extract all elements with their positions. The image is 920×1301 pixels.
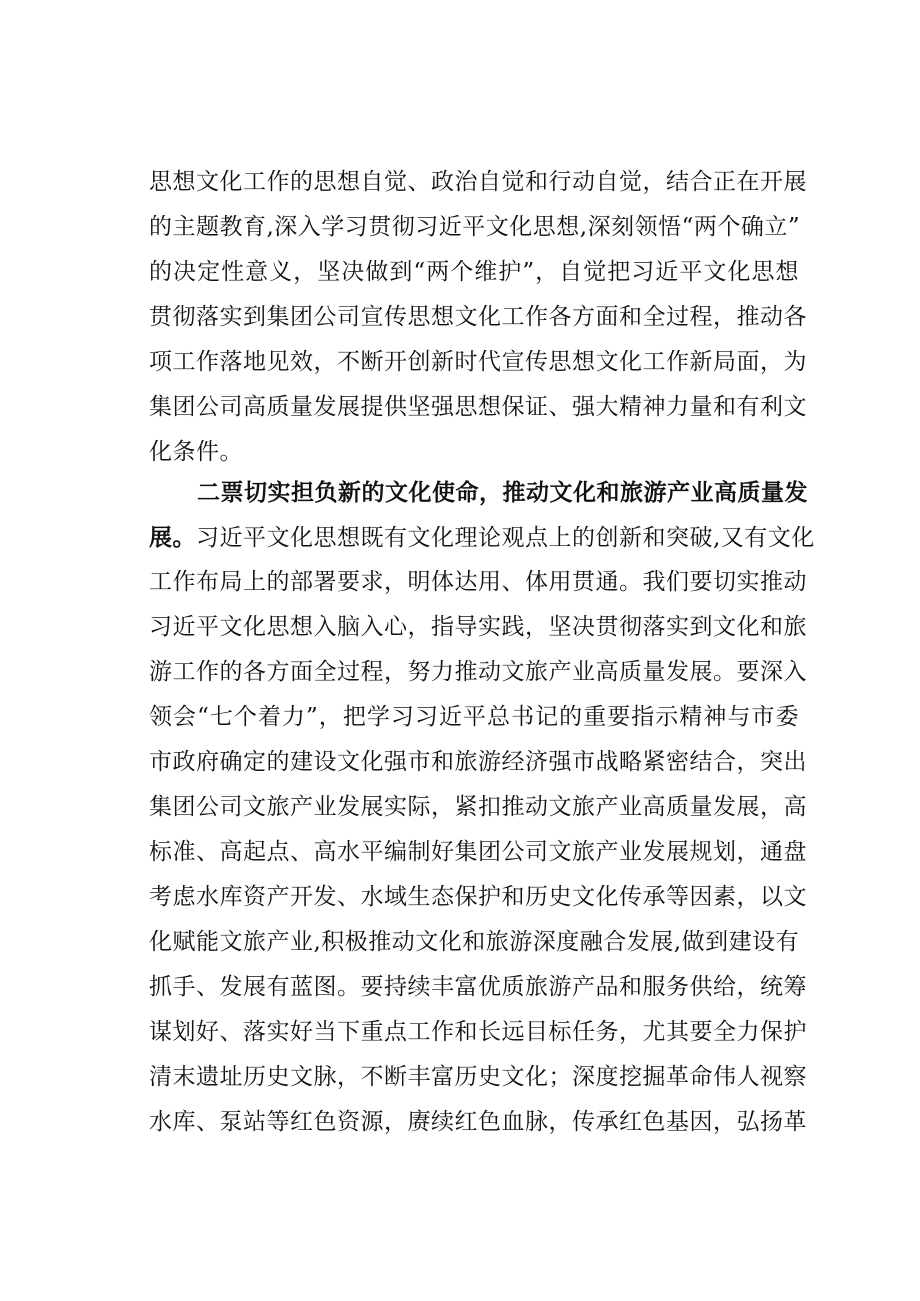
paragraph-2-line: 集团公司文旅产业发展实际，紧扣推动文旅产业高质量发展，高: [149, 794, 807, 820]
paragraph-2-line: 标准、高起点、高水平编制好集团公司文旅产业发展规划，通盘: [149, 839, 807, 865]
paragraph-2-line: 游工作的各方面全过程，努力推动文旅产业高质量发展。要深入: [149, 659, 807, 685]
paragraph-2-line: 化赋能文旅产业,积极推动文化和旅游深度融合发展,做到建设有: [149, 929, 800, 955]
paragraph-1-line: 项工作落地见效，不断开创新时代宣传思想文化工作新局面，为: [149, 349, 807, 375]
paragraph-2: [149, 470, 815, 1145]
paragraph-1-line: 的主题教育,深入学习贯彻习近平文化思想,深刻领悟“两个确立”: [149, 214, 801, 240]
section-heading-end: 展。: [149, 524, 196, 551]
paragraph-2-line: 清末遗址历史文脉，不断丰富历史文化；深度挖掘革命伟人视察: [149, 1064, 807, 1090]
paragraph-2-line: 水库、泵站等红色资源，赓续红色血脉，传承红色基因，弘扬革: [149, 1109, 807, 1135]
paragraph-2-line: 工作布局上的部署要求，明体达用、体用贯通。我们要切实推动: [149, 569, 807, 595]
paragraph-1-line: 集团公司高质量发展提供坚强思想保证、强大精神力量和有利文: [149, 394, 807, 420]
paragraph-1-line: 化条件。: [149, 439, 243, 465]
paragraph-1-line: 贯彻落实到集团公司宣传思想文化工作各方面和全过程，推动各: [149, 304, 807, 330]
paragraph-1-line: 思想文化工作的思想自觉、政治自觉和行动自觉，结合正在开展: [149, 169, 807, 195]
paragraph-2-line-rest: 习近平文化思想既有文化理论观点上的创新和突破,又有文化: [196, 525, 815, 551]
paragraph-2-line: 领会“七个着力”，把学习习近平总书记的重要指示精神与市委: [149, 704, 799, 730]
paragraph-2-line: 考虑水库资产开发、水域生态保护和历史文化传承等因素，以文: [149, 884, 807, 910]
paragraph-2-line: 市政府确定的建设文化强市和旅游经济强市战略紧密结合，突出: [149, 749, 807, 775]
paragraph-1: [149, 160, 807, 475]
paragraph-1-line: 的决定性意义，坚决做到“两个维护”，自觉把习近平文化思想: [149, 259, 799, 285]
paragraph-2-line: 谋划好、落实好当下重点工作和长远目标任务，尤其要全力保护: [149, 1019, 807, 1045]
section-heading: 二票切实担负新的文化使命，推动文化和旅游产业高质量发: [197, 479, 808, 506]
paragraph-2-line: [149, 515, 815, 560]
paragraph-2-line: 抓手、发展有蓝图。要持续丰富优质旅游产品和服务供给，统筹: [149, 974, 807, 1000]
paragraph-2-line: 习近平文化思想入脑入心，指导实践，坚决贯彻落实到文化和旅: [149, 614, 807, 640]
